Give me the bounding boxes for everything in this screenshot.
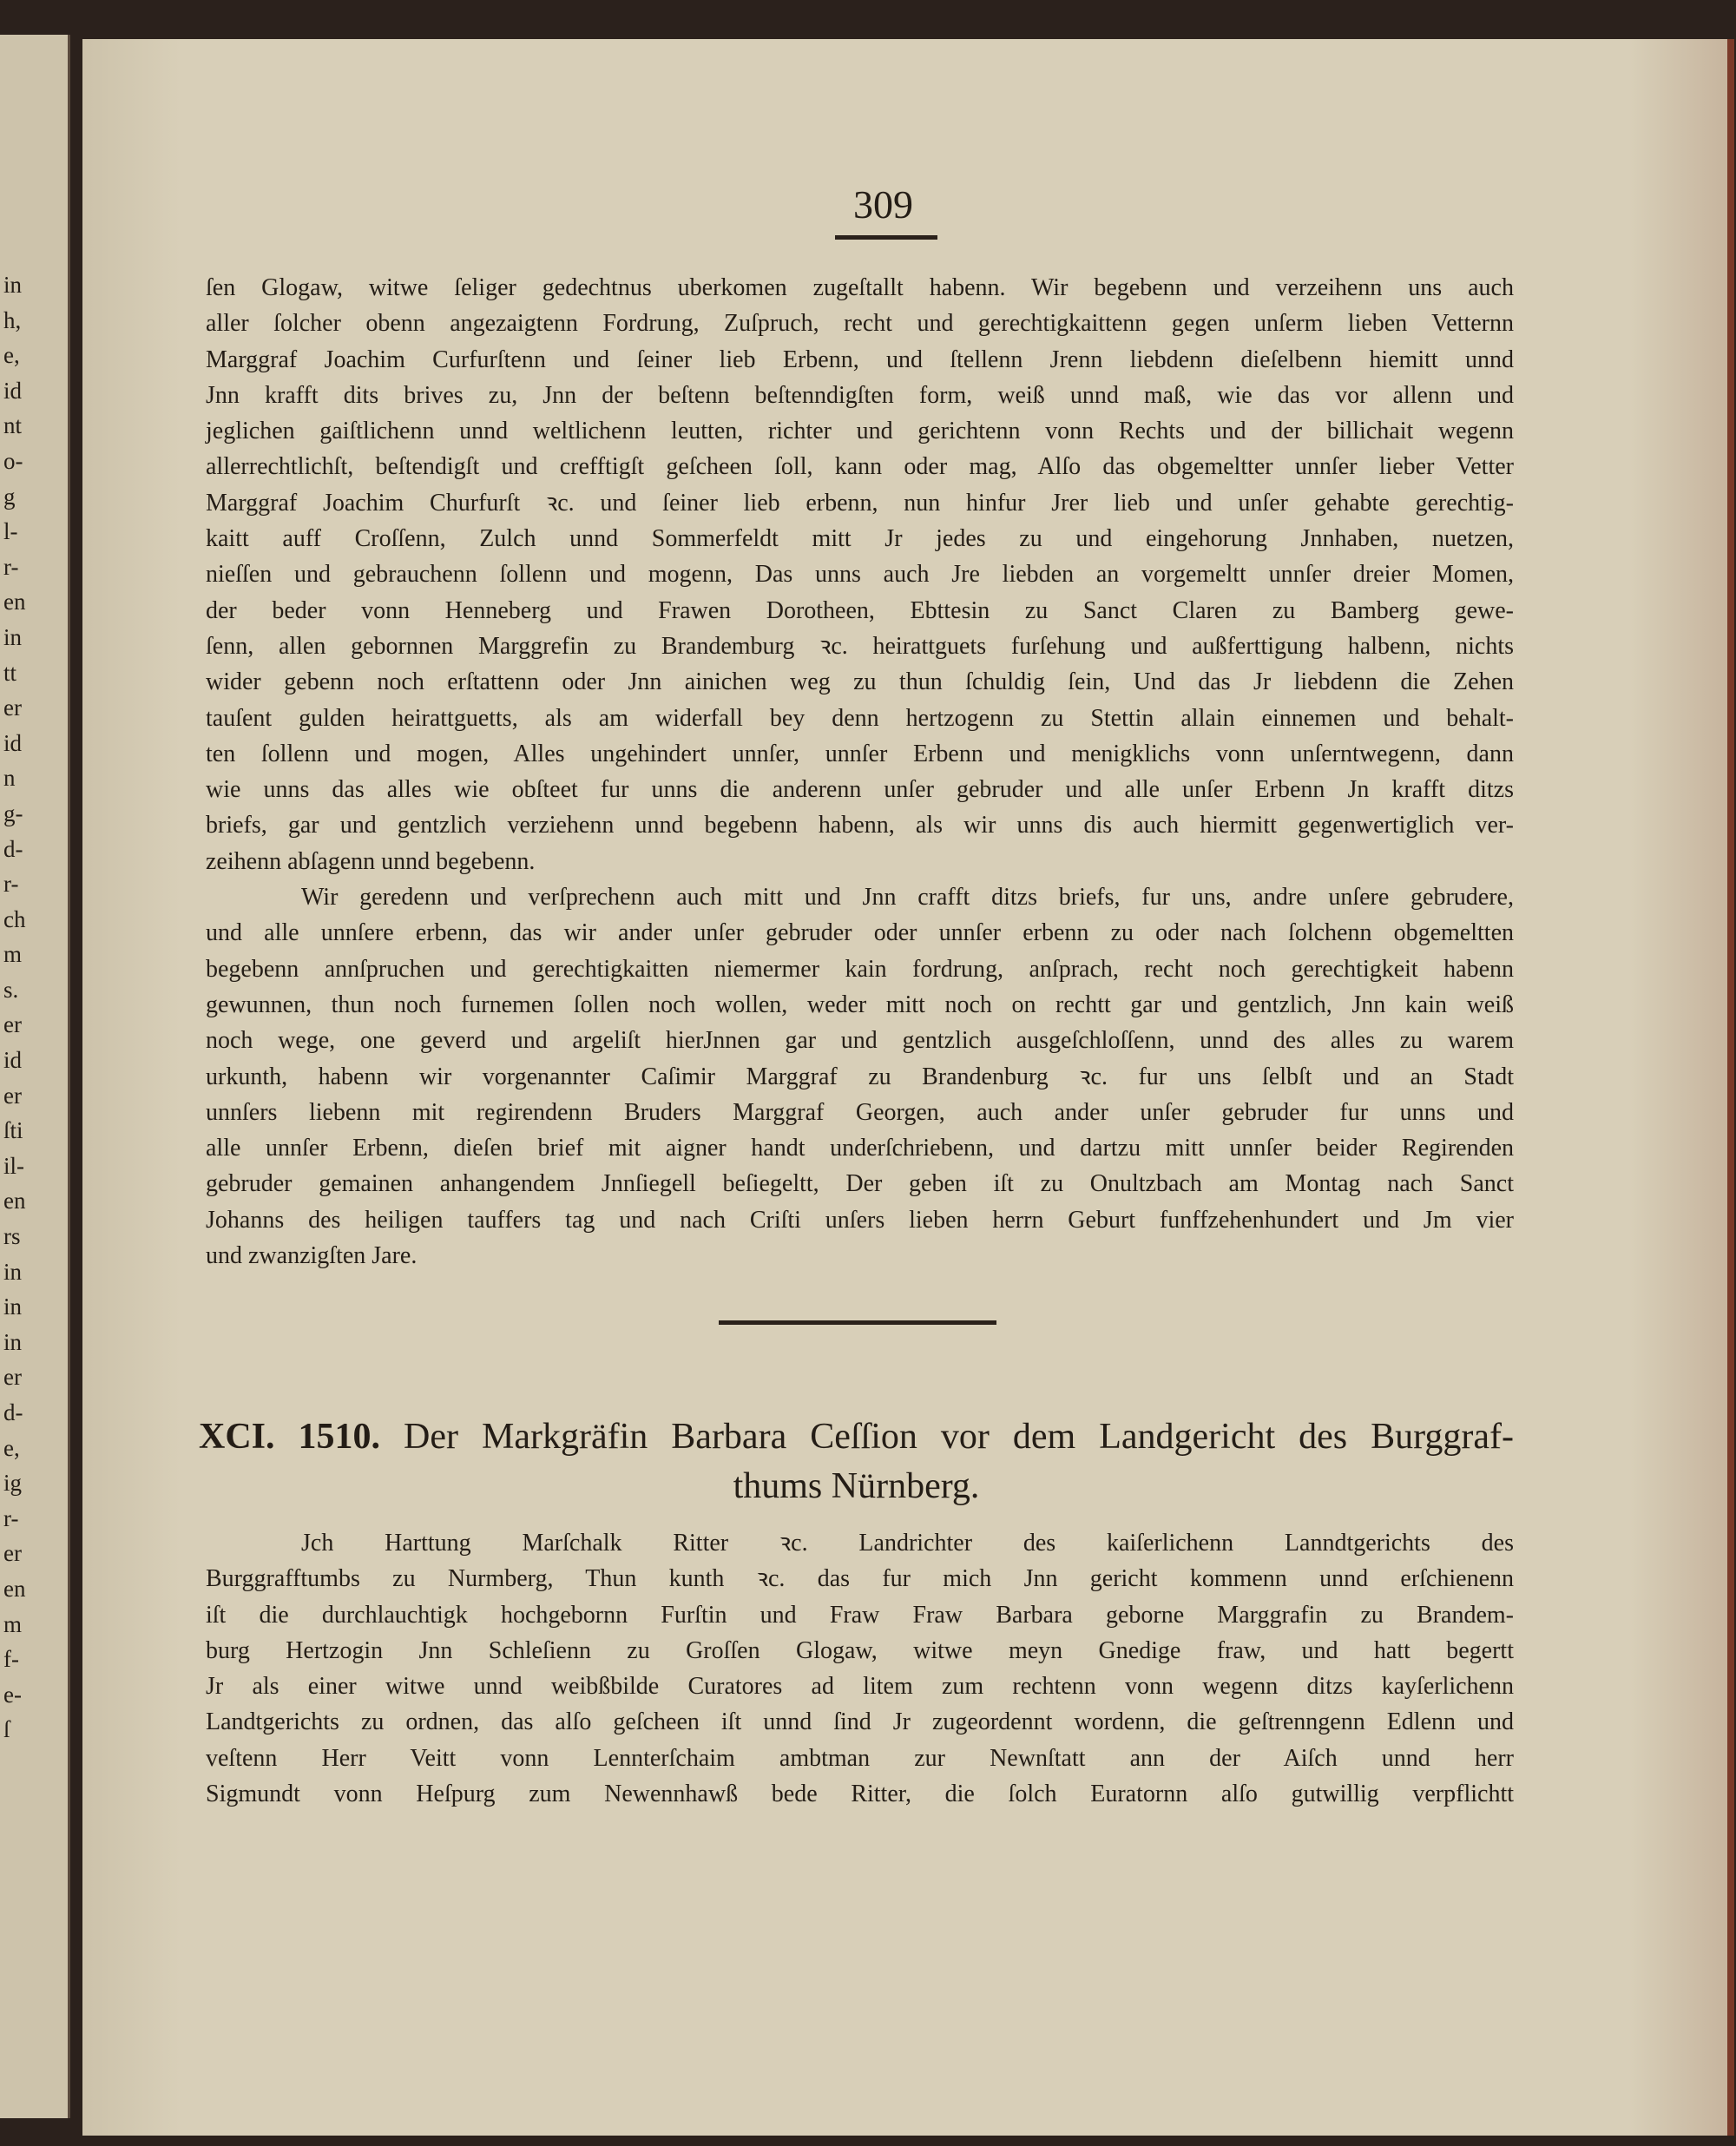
text-line: Jnn krafft dits brives zu, Jnn der beſtenn beſtenndigſten form, weiß unnd maß, wie das vor allenn und: [206, 381, 1514, 409]
fragment: ig: [3, 1470, 23, 1497]
fragment: f-: [3, 1646, 19, 1673]
fragment: e,: [3, 1434, 20, 1461]
text-line: wie unns das alles wie obſteet fur unns die anderenn unſer gebruder und alle unſer Erbenn Jn krafft ditzs: [206, 776, 1514, 804]
text-line: tauſent gulden heirattguetts, als am widerfall bey denn hertzogenn zu Stettin allain einnemen und behalt-: [206, 704, 1514, 732]
text-line: Jch Harttung Marſchalk Ritter ꝛc. Landrichter des kaiſerlichenn Lanndtgerichts des: [301, 1530, 1514, 1557]
fragment: en: [3, 589, 26, 615]
text-line: begebenn annſpruchen und gerechtigkaitten niemermer kain fordrung, anſprach, recht noch gerechtigkeit habenn: [206, 955, 1514, 983]
fragment: e-: [3, 1681, 22, 1708]
fragment: d-: [3, 835, 23, 862]
text-line: nieſſen und gebrauchenn ſollenn und mogenn, Das unns auch Jre liebden an vorgemeltt unnſer dreier Momen,: [206, 561, 1514, 589]
fragment: ſ: [3, 1716, 10, 1743]
page-number: 309: [853, 182, 913, 227]
section-heading: [199, 1413, 1514, 1461]
fragment: m: [3, 1610, 23, 1637]
text-line: Marggraf Joachim Curfurſtenn und ſeiner lieb Erbenn, und ſtellenn Jrenn liebdenn dieſelbenn hiemitt unnd: [206, 346, 1514, 373]
page-number-rule: [835, 235, 937, 240]
text-line: veſtenn Herr Veitt vonn Lennterſchaim ambtman zur Newnſtatt ann der Aiſch unnd herr: [206, 1744, 1514, 1772]
fragment: en: [3, 1575, 26, 1602]
text-line: und zwanzigſten Jare.: [206, 1242, 418, 1270]
fragment: nt: [3, 412, 23, 439]
fragment: id: [3, 377, 23, 404]
text-line: jeglichen gaiſtlichenn unnd weltlichenn leutten, richter und gerichtenn vonn Rechts und der billichait wegenn: [206, 418, 1514, 445]
fragment: in: [3, 1294, 23, 1320]
text-line: der beder vonn Henneberg und Frawen Dorotheen, Ebttesin zu Sanct Claren zu Bamberg gewe-: [206, 596, 1514, 624]
fragment: rs: [3, 1223, 21, 1250]
fragment: in: [3, 272, 23, 298]
text-line: gebruder gemainen anhangendem Jnnſiegell beſiegeltt, Der geben iſt zu Onultzbach am Montag nach Sanct: [206, 1170, 1514, 1198]
text-line: briefs, gar und gentzlich verziehenn unnd begebenn habenn, als wir unns dis auch hiermitt gegenwertiglich ver-: [206, 812, 1514, 839]
text-line: Sigmundt vonn Heſpurg zum Newennhawß bede Ritter, die ſolch Euratornn alſo gutwillig verpflichtt: [206, 1781, 1514, 1808]
fragment: l-: [3, 518, 18, 545]
text-line: kaitt auff Croſſenn, Zulch unnd Sommerfeldt mitt Jr jedes zu und eingehorung Jnnhaben, nuetzen,: [206, 525, 1514, 553]
text-line: ſen Glogaw, witwe ſeliger gedechtnus uberkomen zugeſtallt habenn. Wir begebenn und verzeihenn uns auch: [206, 274, 1514, 301]
fragment: il-: [3, 1152, 24, 1179]
fragment: g: [3, 483, 16, 510]
text-line: alle unnſer Erbenn, dieſen brief mit aigner handt underſchriebenn, und dartzu mitt unnſer beider Regirenden: [206, 1135, 1514, 1162]
fragment: ch: [3, 905, 26, 932]
text-line: ſenn, allen gebornnen Marggrefin zu Brandemburg ꝛc. heirattguets furſehung und außferttigung halbenn, nichts: [206, 632, 1514, 660]
fragment: id: [3, 1047, 23, 1074]
fragment: in: [3, 1328, 23, 1355]
section-number: XCI. 1510.: [199, 1417, 381, 1457]
text-line: Marggraf Joachim Churfurſt ꝛc. und ſeiner lieb erbenn, nun hinfur Jrer lieb und unſer gehabte gerechtig-: [206, 489, 1514, 517]
fragment: e,: [3, 342, 20, 369]
section-divider: [719, 1320, 996, 1325]
fragment: r-: [3, 1504, 19, 1531]
text-line: Burggrafftumbs zu Nurmberg, Thun kunth ꝛc. das fur mich Jnn gericht kommenn unnd erſchienenn: [206, 1565, 1514, 1593]
fragment: in: [3, 623, 23, 650]
fragment: d-: [3, 1399, 23, 1425]
text-line: gewunnen, thun noch furnemen ſollen noch wollen, weder mitt noch on rechtt gar und gentzlich, Jnn kain weiß: [206, 991, 1514, 1018]
section-body-text: [206, 1525, 1514, 1812]
text-line: noch wege, one geverd und argeliſt hierJnnen gar und gentzlich ausgeſchloſſenn, unnd des alles zu warem: [206, 1027, 1514, 1055]
section-continued-text: [206, 270, 1514, 1274]
fragment: s.: [3, 976, 19, 1003]
text-line: Landtgerichts zu ordnen, das alſo geſcheen iſt unnd ſind Jr zugeordennt wordenn, die geſtrenngenn Edlenn und: [206, 1708, 1514, 1736]
fragment: er: [3, 1082, 22, 1109]
fragment: o-: [3, 447, 23, 474]
fragment: n: [3, 765, 16, 792]
text-line: ten ſollenn und mogen, Alles ungehindert unnſer, unnſer Erbenn und menigklichs vonn unſerntwegenn, dann: [206, 740, 1514, 767]
text-line: und alle unnſere erbenn, das wir ander unſer gebruder oder unnſer erbenn zu oder nach ſolchenn obgemeltten: [206, 919, 1514, 947]
fragment: er: [3, 1011, 22, 1038]
fragment: in: [3, 1258, 23, 1285]
book-page: [82, 39, 1734, 2136]
fragment: r-: [3, 553, 19, 580]
fragment: h,: [3, 306, 22, 333]
text-line: urkunth, habenn wir vorgenannter Caſimir Marggraf zu Brandenburg ꝛc. fur uns ſelbſt und an Stadt: [206, 1063, 1514, 1090]
fragment: en: [3, 1188, 26, 1215]
text-line: burg Hertzogin Jnn Schleſienn zu Groſſen Glogaw, witwe meyn Gnedige fraw, und hatt begertt: [206, 1636, 1514, 1664]
fragment: er: [3, 694, 22, 721]
previous-page-fragments: [3, 267, 25, 1748]
fragment: id: [3, 729, 23, 756]
text-line: zeihenn abſagenn unnd begebenn.: [206, 847, 536, 875]
text-line: Wir geredenn und verſprechenn auch mitt und Jnn crafft ditzs briefs, fur uns, andre unſere gebrudere,: [301, 884, 1514, 912]
fragment: tt: [3, 659, 17, 686]
fragment: er: [3, 1540, 22, 1567]
text-line: Jr als einer witwe unnd weibßbilde Curatores ad litem zum rechtenn vonn wegenn ditzs kayſerlichenn: [206, 1673, 1514, 1701]
fragment: g-: [3, 800, 23, 826]
fragment: m: [3, 941, 23, 968]
previous-page-edge: [0, 35, 70, 2118]
section-title-line1: Der Markgräfin Barbara Ceſſion vor dem Landgericht des Burggraf-: [404, 1417, 1514, 1457]
fragment: r-: [3, 871, 19, 898]
text-line: allerrechtlichſt, beſtendigſt und crefftigſt geſcheen ſoll, kann oder mag, Alſo das obgemeltter unnſer lieber Vetter: [206, 453, 1514, 481]
text-line: iſt die durchlauchtigk hochgebornn Furſtin und Fraw Fraw Barbara geborne Marggrafin zu Brandem-: [206, 1601, 1514, 1629]
fragment: er: [3, 1364, 22, 1391]
text-line: wider gebenn noch erſtattenn oder Jnn ainichen weg zu thun ſchuldig ſein, Und das Jr liebdenn die Zehen: [206, 668, 1514, 696]
section-title-line2: thums Nürnberg.: [733, 1466, 980, 1506]
text-line: unnſers liebenn mit regirendenn Bruders Marggraf Georgen, auch ander unſer gebruder fur unns und: [206, 1098, 1514, 1126]
fragment: ſti: [3, 1117, 23, 1144]
text-line: aller ſolcher obenn angezaigtenn Fordrung, Zuſpruch, recht und gerechtigkaittenn gegen unſerm lieben Vetternn: [206, 310, 1514, 338]
text-line: Johanns des heiligen tauffers tag und nach Criſti unſers lieben herrn Geburt funffzehenhundert und Jm vier: [206, 1206, 1514, 1234]
